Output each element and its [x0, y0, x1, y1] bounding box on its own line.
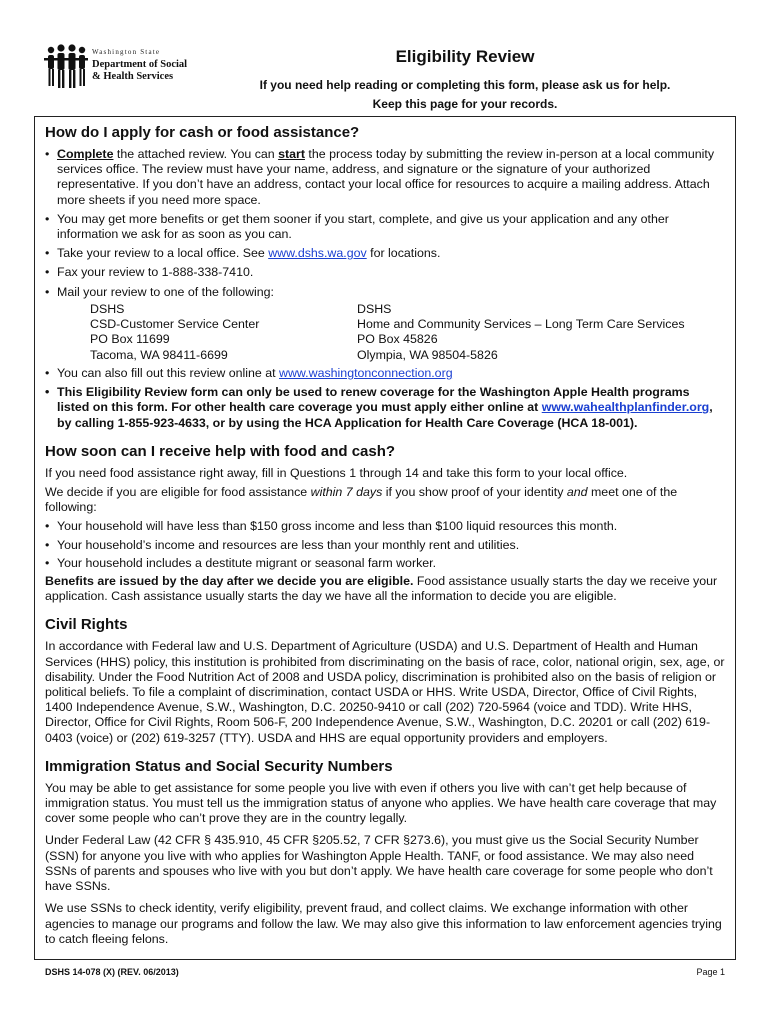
paragraph: Benefits are issued by the day after we decide you are eligible. Food assistance usually starts the day we receive your application. Cash assistance usually starts the day we have all the information to decide you are eligible.	[45, 574, 718, 604]
section-heading-soon: How soon can I receive help with food and cash?	[45, 442, 396, 460]
dshs-logo	[44, 44, 194, 94]
logo-state-text: Washington State	[92, 48, 161, 56]
paragraph: Under Federal Law (42 CFR § 435.910, 45 CFR §205.52, 7 CFR §273.6), you must give us the Social Security Number (SSN) for anyone you live with who applies for Washington Apple Health. TANF, or food assistance. We may also need SSNs of parents and spouses who live with you but don’t apply. We have health care coverage for some people who don’t have SSNs.	[45, 833, 713, 894]
apply-list-continued	[45, 366, 725, 431]
list-item: • Complete the attached review. You can start the process today by submitting the review in-person at a local community services office. The review must have your name, address, and signature or the signature of your authorized representative. If you don’t have an address, contact your local office for resources to acquire a mailing address. Attach more sheets if you need more space.	[45, 147, 715, 207]
section-heading-immigration: Immigration Status and Social Security Numbers	[45, 757, 393, 775]
paragraph: We decide if you are eligible for food assistance within 7 days if you show proof of your identity and meet one of the following:	[45, 485, 678, 515]
paragraph: We use SSNs to check identity, verify eligibility, prevent fraud, and collect claims. We exchange information with other agencies to manage our programs and follow the law. We may also give this information to law enforcement agencies trying to catch fleeing felons.	[45, 901, 722, 946]
paragraph: In accordance with Federal law and U.S. Department of Agriculture (USDA) and U.S. Department of Health and Human Services (HHS) policy, this institution is prohibited from discriminating on the basis of race, color, national origin, sex, age, or disability. Under the Food Nutrition Act of 2008 and USDA policy, discrimination is prohibited also on the basis of religion or political beliefs. To file a complaint of discrimination, contact USDA or HHS. Write USDA, Director, Office of Civil Rights, 1400 Independence Avenue, S.W., Washington, D.C. 20250-9410 or call (202) 720-5964 (voice and TDD). Write HHS, Director, Office for Civil Rights, Room 506-F, 200 Independence Avenue, S.W., Washington, D.C. 20201 or call (202) 619-0403 (voice) or (202) 619-3257 (TTY). USDA and HHS are equal opportunity providers and employers.	[45, 639, 725, 745]
help-notice: If you need help reading or completing this form, please ask us for help. Keep this page for your records.	[259, 78, 671, 111]
section-heading-apply: How do I apply for cash or food assistance?	[45, 124, 360, 141]
washington-connection-link[interactable]: www.washingtonconnection.org	[279, 366, 453, 381]
list-item: • You may get more benefits or get them sooner if you start, complete, and give us your application and any other information we ask for as soon as you can.	[45, 211, 669, 242]
address-olympia: DSHS Home and Community Services – Long Term Care Services PO Box 45826 Olympia, WA 98504-5826	[357, 301, 685, 362]
list-item: • Your household’s income and resources are less than your monthly rent and utilities.	[45, 537, 520, 552]
dshs-website-link[interactable]: www.dshs.wa.gov	[268, 246, 367, 261]
list-item: • Fax your review to 1-888-338-7410.	[45, 265, 254, 280]
apply-list	[45, 147, 725, 300]
list-item: • This Eligibility Review form can only be used to renew coverage for the Washington Apple Health programs listed on this form. For other health care coverage you must apply either online at www.wahealthplanfinder.org, by calling 1-855-923-4633, or by using the HCA Application for Health Care Coverage (HCA 18-001).	[45, 385, 713, 430]
health-plan-finder-link[interactable]: www.wahealthplanfinder.org	[541, 400, 710, 415]
list-item: • You can also fill out this review online at www.washingtonconnection.org	[45, 366, 453, 381]
list-item: • Your household includes a destitute migrant or seasonal farm worker.	[45, 555, 437, 570]
list-item: • Your household will have less than $150 gross income and less than $100 liquid resources this month.	[45, 519, 618, 534]
paragraph: You may be able to get assistance for some people you live with even if others you live with can’t get help because of immigration status. You must tell us the immigration status of anyone who applies. We have health care coverage that may cover some people who can’t prove they are in the country legally.	[45, 780, 717, 826]
eligibility-list	[45, 519, 725, 571]
address-tacoma: DSHS CSD-Customer Service Center PO Box 11699 Tacoma, WA 98411-6699	[90, 301, 260, 362]
dshs-people-icon	[44, 44, 88, 90]
paragraph: If you need food assistance right away, fill in Questions 1 through 14 and take this form to your local office.	[45, 465, 628, 480]
mailing-addresses	[90, 302, 725, 363]
list-item: • Mail your review to one of the following:	[45, 284, 274, 299]
page-title: Eligibility Review	[395, 47, 535, 66]
page-number: Page 1	[696, 967, 725, 977]
logo-department-text: Department of Social & Health Services	[92, 59, 188, 82]
form-id: DSHS 14-078 (X) (REV. 06/2013)	[45, 967, 179, 977]
list-item: • Take your review to a local office. See www.dshs.wa.gov for locations.	[45, 246, 441, 261]
main-content	[45, 118, 725, 951]
section-heading-civil-rights: Civil Rights	[45, 616, 128, 634]
